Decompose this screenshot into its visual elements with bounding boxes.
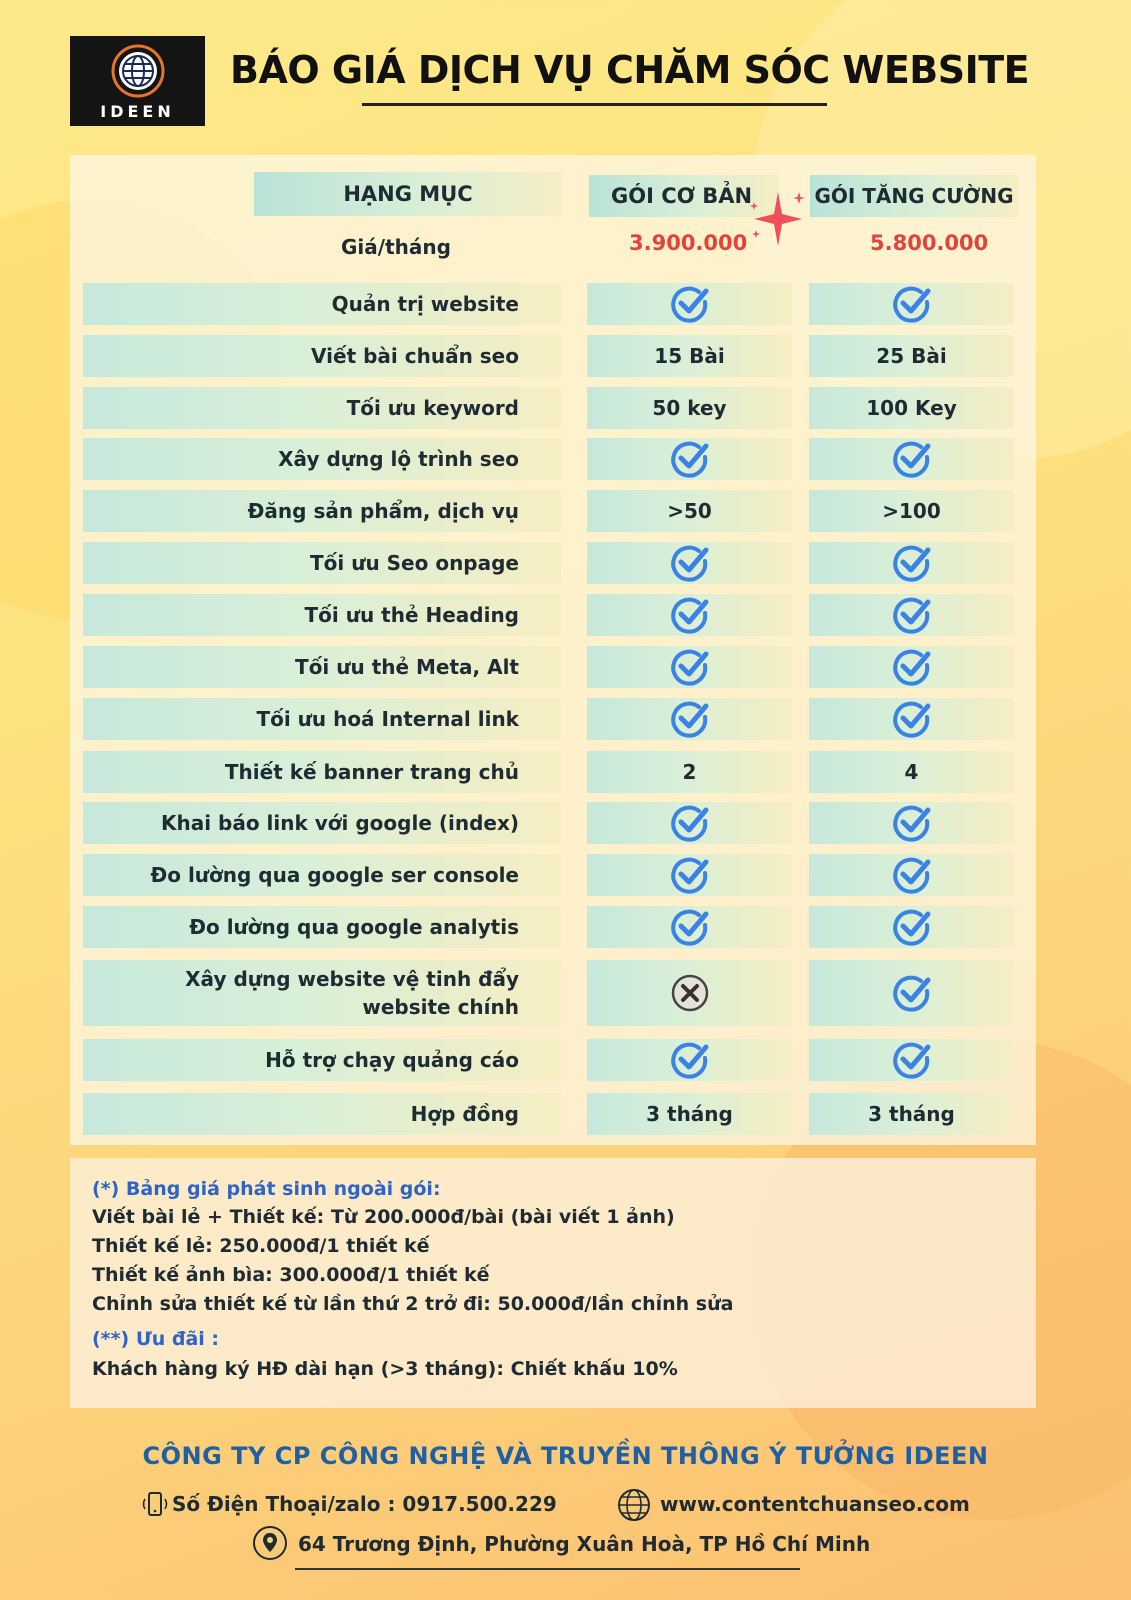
row-label: Thiết kế banner trang chủ — [83, 751, 561, 793]
check-icon — [891, 542, 933, 584]
row-value-plus — [809, 542, 1014, 584]
row-value-plus — [809, 438, 1014, 480]
row-label: Tối ưu thẻ Meta, Alt — [83, 646, 561, 688]
row-label: Đo lường qua google analytis — [83, 906, 561, 948]
sparkle-icon — [744, 188, 806, 250]
logo — [70, 36, 205, 126]
website-link[interactable]: www.contentchuanseo.com — [660, 1492, 970, 1516]
row-label: Tối ưu hoá Internal link — [83, 698, 561, 740]
price-plus: 5.800.000 — [870, 231, 989, 255]
note-line: Viết bài lẻ + Thiết kế: Từ 200.000đ/bài (bài viết 1 ảnh) — [92, 1206, 675, 1228]
extra-pricing-heading: (*) Bảng giá phát sinh ngoài gói: — [92, 1178, 441, 1200]
row-label: Quản trị website — [83, 283, 561, 325]
row-label: Hỗ trợ chạy quảng cáo — [83, 1039, 561, 1081]
row-value-plus: 25 Bài — [809, 335, 1014, 377]
row-value-plus — [809, 802, 1014, 844]
row-value-basic: 15 Bài — [587, 335, 792, 377]
company-name: CÔNG TY CP CÔNG NGHỆ VÀ TRUYỀN THÔNG Ý TƯỞNG IDEEN — [142, 1442, 989, 1470]
row-value-basic — [587, 906, 792, 948]
row-label: Đo lường qua google ser console — [83, 854, 561, 896]
row-value-plus: 100 Key — [809, 387, 1014, 429]
check-icon — [891, 1039, 933, 1081]
row-label: Xây dựng website vệ tinh đẩy website chính — [83, 960, 561, 1026]
check-icon — [891, 283, 933, 325]
promo-line: Khách hàng ký HĐ dài hạn (>3 tháng): Chiết khấu 10% — [92, 1358, 678, 1380]
check-icon — [669, 646, 711, 688]
check-icon — [891, 906, 933, 948]
logo-text: IDEEN — [100, 102, 175, 121]
row-value-plus: 4 — [809, 751, 1014, 793]
check-icon — [669, 906, 711, 948]
note-line: Thiết kế ảnh bìa: 300.000đ/1 thiết kế — [92, 1264, 490, 1286]
check-icon — [891, 646, 933, 688]
notes-panel — [70, 1158, 1036, 1408]
row-value-plus — [809, 594, 1014, 636]
row-value-plus — [809, 854, 1014, 896]
row-value-basic — [587, 854, 792, 896]
phone-icon — [140, 1490, 170, 1520]
row-value-basic: 2 — [587, 751, 792, 793]
phone-text: Số Điện Thoại/zalo : 0917.500.229 — [172, 1492, 557, 1516]
check-icon — [891, 594, 933, 636]
row-value-plus — [809, 1039, 1014, 1081]
check-icon — [891, 438, 933, 480]
row-value-basic: >50 — [587, 490, 792, 532]
row-label: Hợp đồng — [83, 1093, 561, 1135]
check-icon — [669, 802, 711, 844]
row-label: Tối ưu Seo onpage — [83, 542, 561, 584]
note-line: Thiết kế lẻ: 250.000đ/1 thiết kế — [92, 1235, 430, 1257]
price-label: Giá/tháng — [341, 235, 451, 259]
page-title: BÁO GIÁ DỊCH VỤ CHĂM SÓC WEBSITE — [230, 48, 1030, 92]
row-value-basic — [587, 960, 792, 1026]
check-icon — [669, 542, 711, 584]
check-icon — [669, 283, 711, 325]
row-value-plus: 3 tháng — [809, 1093, 1014, 1135]
row-value-plus: >100 — [809, 490, 1014, 532]
row-label: Khai báo link với google (index) — [83, 802, 561, 844]
footer-underline — [295, 1568, 800, 1570]
row-label: Xây dựng lộ trình seo — [83, 438, 561, 480]
row-value-basic — [587, 438, 792, 480]
check-icon — [891, 802, 933, 844]
row-value-plus — [809, 960, 1014, 1026]
check-icon — [669, 698, 711, 740]
row-value-basic — [587, 542, 792, 584]
globe-logo-icon — [109, 42, 167, 100]
row-value-plus — [809, 283, 1014, 325]
check-icon — [669, 438, 711, 480]
row-value-basic — [587, 698, 792, 740]
row-label: Tối ưu thẻ Heading — [83, 594, 561, 636]
check-icon — [669, 1039, 711, 1081]
cross-icon — [670, 973, 710, 1013]
row-value-basic — [587, 594, 792, 636]
row-value-plus — [809, 646, 1014, 688]
check-icon — [669, 854, 711, 896]
row-value-basic — [587, 1039, 792, 1081]
globe-icon — [616, 1487, 652, 1523]
title-underline — [362, 103, 827, 106]
header-basic: GÓI CƠ BẢN — [589, 175, 779, 217]
row-label: Viết bài chuẩn seo — [83, 335, 561, 377]
row-label: Tối ưu keyword — [83, 387, 561, 429]
check-icon — [891, 698, 933, 740]
row-value-basic — [587, 283, 792, 325]
address-text: 64 Trương Định, Phường Xuân Hoà, TP Hồ Chí Minh — [298, 1532, 871, 1556]
check-icon — [669, 594, 711, 636]
row-value-basic — [587, 646, 792, 688]
check-icon — [891, 972, 933, 1014]
note-line: Chỉnh sửa thiết kế từ lần thứ 2 trở đi: 50.000đ/lần chỉnh sửa — [92, 1293, 734, 1315]
location-pin-icon — [252, 1525, 288, 1561]
row-value-plus — [809, 698, 1014, 740]
check-icon — [891, 854, 933, 896]
promo-heading: (**) Ưu đãi : — [92, 1328, 220, 1350]
header-plus: GÓI TĂNG CƯỜNG — [810, 175, 1018, 217]
header-category: HẠNG MỤC — [254, 172, 562, 216]
row-value-basic: 3 tháng — [587, 1093, 792, 1135]
row-value-basic: 50 key — [587, 387, 792, 429]
price-basic: 3.900.000 — [629, 231, 748, 255]
row-value-plus — [809, 906, 1014, 948]
row-value-basic — [587, 802, 792, 844]
row-label: Đăng sản phẩm, dịch vụ — [83, 490, 561, 532]
